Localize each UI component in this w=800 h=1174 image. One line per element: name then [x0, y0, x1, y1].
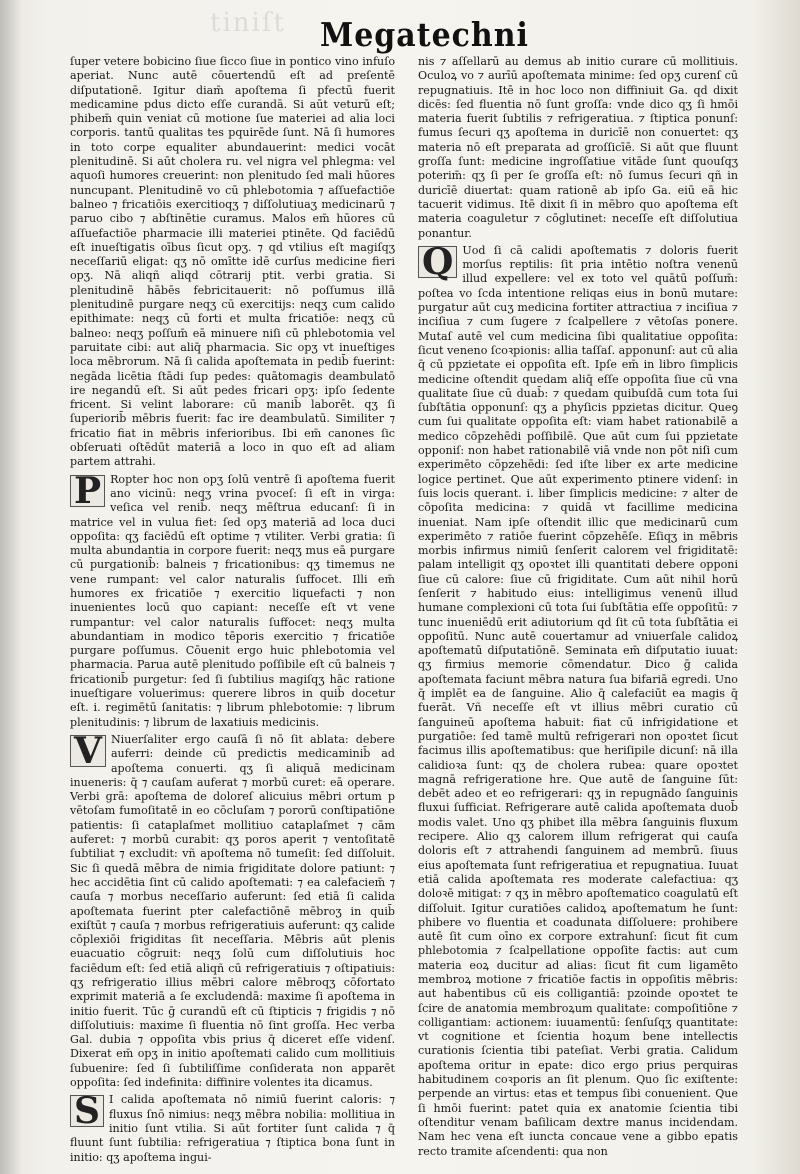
- paragraph: [70, 1090, 395, 1164]
- paragraph-text: nis ⁊ aſſellarū au demus ab initio curare cū mollitiuis. Oculoꝝ vo ⁊ aurīū apoſtemata minime: ſed opʒ curenſ cū repugnatiuis. Itē in hoc loco non diffiniuit Ga. qd dixit dicēs: ſed fluentia nō ſunt groſſa: vnde dico qʒ ſi hmōi materia fuerit ſubtilis ⁊ refrigeratiua. ⁊ ſtiptica ponunſ: fumus ſecuri qʒ apoſtema in duricīē non conuertet: qʒ materia nō eſt preparata ad groſſicīē. Si aūt que fluunt groſſa ſunt: medicine ingroſſatiue vitāde ſunt quouſqʒ poterim̄: qʒ ſi per ſe groſſa eſt: nō ſumus ſecuri qñ in duricīē diuertat: quam rationē ab ipſo Ga. eiū eā hic tacuerit vidimus. Itē dixit ſi in mēbro quo apoſtema eſt materia coaguletur ⁊ cōglutinet: neceſſe eſt diſſolutiua ponantur.: [418, 55, 738, 240]
- paragraph-text: ſuper vetere bobicino ſiue ſicco ſiue in pontico vino infuſo aperiat. Nunc autē cōuertendū eſt ad preſentē diſputationē. Igitur diam̄ apoſtema ſi pfectū fuerit medicamine pdus dicto eſſe curandā. Si aūt veturū eſt; phibem̄ quin veniat cū motione ſue materiei ad alia loci corporis. tantū qualitas tes pquirēde ſunt. Nā ſi humores in toto corpe equaliter abundauerint: medici vocāt plenitudinē. Si aūt cholera ru. vel nigra vel phlegma: vel aquoſi humores creuerint: non plenitudo ſed mali hūores nuncupant. Plenitudinē vo cū phlebotomia ⁊ aſſuefactiōe balneo ⁊ fricatiōis exercitioqʒ ⁊ diſſolutiuaʒ medicinarū ⁊ paruo cibo ⁊ abſtinētie curamus. Malos em̄ hūores cū aſſuefactiōe pharmacie illi materiei ptinēte. Qd faciēdū eſt inueſtigatis oībus ſicut opʒ. ⁊ qd vtilius eſt magiſqʒ neceſſariū eligat: qʒ nō omītte idē curſus medicine fieri opʒ. Nā aliqñ aliqd cōtrarij ptit. verbi gratia. Si plenitudinē hābēs febricitauerit: nō poſſumus illā plenitudinē purgare neqʒ cū exercitijs: neqʒ cum calido epithimate: neqʒ cū forti et multa fricatiōe: neqʒ cū balneo: neqʒ poſſum̄ eā minuere niſi cū phlebotomia vel paruitate cibi: aut aliq̄ pharmacia. Sic opʒ vt inueſtiges loca mēbrorum. Nā ſi calida apoſtemata in pedib̄ fuerint: negāda licētia ſtādi ſup pedes: quātomagis deambulatō ire negandū eſt. Si aūt pedes fricari opʒ: ipſo ſedente fricent. Si velint laborare: cū manib̄ laborēt. qʒ ſi ſuperiorib̄ mēbris fuerit: fac ire deambulatū. Similiter ⁊ fricatio fiat in mēbris inferioribus. Ibi em̄ canones ſic obſeruati oſtēdūt materiā a loco in quo eſt ad aliam partem attrahi.: [70, 55, 395, 469]
- paragraph-text: I calida apoſtemata nō nimiū fuerint caloris: ⁊ fluxus ſnō nimius: neqʒ mēbra nobilia: mollitiua in initio ſunt vtilia. Si aūt fortiter ſunt calida ⁊ q̄ fluunt ſunt ſubtilia: refrigeratiua ⁊ ſtiptica bona ſunt in initio: qʒ apoſtema ingui-: [70, 1093, 395, 1164]
- paragraph: [70, 469, 395, 730]
- paragraph-text: Uod ſi cā calidi apoſtematis ⁊ doloris fuerit morſus reptilis: ſit pria intētio noſtra venenū illud expellere: vel ex toto vel quātū poſſum̄: poſtea vo ſcda intentione reliqas eius in bonū mutare: purgatur aūt cuʒ medicina fortiter attractiua ⁊ inciſiua ⁊ inciſiua ⁊ cum ſugere ⁊ ſcalpellere ⁊ vētoſas ponere. Mutaſ autē vel cum medicina ſibi qualitatiue oppoſita: ſicut veneno ſcoꝛpionis: allia taſſaſ. apponunſ: aut cū alia q̄ cū ppzietate ei oppoſita eſt. Ipſe em̄ in libro ſimplicis medicine oſtendit quedam aliq̄ eſſe oppoſita ſiue cū vna qualitate ſiue cū duab̄: ⁊ quedam quibuſdā cum tota ſui ſubſtātia opponunſ: qʒ a phyſicis ppzietas dicitur. Queꝯ cum ſui qualitate oppoſita eſt: viam habet rationabilē a medico cōpzehēdi poſſibilē. Que aūt cum ſui ppzietate opponiſ: non habet rationabilē viā vnde non pōt niſi cum experimēto cōpzehēdi: ſed iſte liber ex arte medicine logice pertinet. Que aūt experimento ptinere videnſ: in ſuis locis querant. i. liber ſimplicis medicine: ⁊ alter de cōpoſita medicina: ⁊ quidā vt facillime medicina inueniat. Nam ipſe oſtendit illic que medicinarū cum experimēto ⁊ ratiōe fuerint cōpzehēſe. Eſiqʒ in mēbris morbis infirmus nimiū ſenſerit calorem vel frigiditatē: palam intelligit qʒ opoꝛtet illi quantitati debere opponi ſiue cū calore: ſiue cū frigiditate. Cum aūt nihil horū ſenſerit ⁊ habitudo eius: intelligimus venenū illud humane complexioni cū tota ſui ſubſtātia eſſe oppoſitū: ⁊ tunc inueniēdū erit adiutorium qd ſit cū tota ſubſtātia ei oppoſitū. Nunc autē couertamur ad vniuerſale calidoꝝ apoſtematū diſputatiōnē. Seminata em̄ diſputatio iuuat: qʒ firmius memorie cōmendatur. Dico ḡ calida apoſtemata faciunt mēbra natura ſua bifariā egredi. Uno q̄ implēt ea de ſanguine. Alio q̄ calefaciūt ea magis q̄ fuerāt. Vñ neceſſe eſt vt illius mēbri curatio cū ſanguineū apoſtema habuit: fiat cū infrigidatione et purgatiōe: ſed tamē multū refrigerari non opoꝛtet ſicut facimus illis apoſtematibus: que heriſipile dicunſ: nā illa calidioꝛa ſunt: qʒ de cholera rubea: quare opoꝛtet magnā refrigeratione hre. Que autē de ſanguine ſūt: debēt adeo et eo refrigerari: qʒ in repugnādo ſanguinis fluxui ſufficiat. Refrigerare autē calida apoſtemata duob̄ modis valet. Uno qʒ phibet illa mēbra ſanguinis fluxum recipere. Alio qʒ calorem illum refrigerat qui cauſa doloris eſt ⁊ attrahendi ſanguinem ad membrū. ſiuus eius apoſtemata ſunt refrigeratiua et repugnatiua. Iuuat etiā calida apoſtemata res moderate calefactiua: qʒ doloꝛē mitigat: ⁊ qʒ in mēbro apoſtematico coagulatū eſt diſſoluit. Igitur curatiōes calidoꝝ apoſtematum he ſunt: phibere vo fluentia et coadunata diſſoluere: prohibere autē ſit cum oīno ex corpore extrahunſ: ſicut fit cum phlebotomia ⁊ ſcalpellatione oppoſite factis: aut cum materia eoꝝ ducitur ad alias: ſicut fit cum ligamēto membroꝝ motione ⁊ fricatiōe factis in oppoſitis mēbris: aut habentibus cū eis colligantiā: pzoinde opoꝛtet te ſcire de anatomia membroꝝum qualitate: compoſitiōne ⁊ colligantiam: actionem: iuuamentū: ſenſuſqʒ quantitate: vt cognitione et ſcientia hoꝝum bene intellectis curationis ſcientia tibi pateſiat. Verbi gratia. Calidum apoſtema oritur in epate: dico ergo prius perquiras habitudinem coꝛporis an ſit plenum. Quo ſic exiſtente: perpende an virtus: etas et tempus ſibi conuenient. Que ſi hmōi fuerint: patet quia ex anatomie ſcientia tibi oſtenditur venam baſilicam dextre manus incidendam. Nam hec vena eſt iuncta concaue vene a gibbo epatis recto tramite aſcendenti: qua non: [418, 243, 738, 1158]
- paragraph: [418, 240, 738, 1159]
- gutter-shadow: [0, 0, 22, 1174]
- paragraph-text: Ropter hoc non opʒ ſolū ventrē ſi apoſtema fuerit ano vicinū: neqʒ vrina pvoceſ: ſi eſt in virga: veſica vel renib̄. neqʒ mēſtrua educanſ: ſi in matrice vel in vulua fiet: ſed opʒ materiā ad loca duci oppoſita: qʒ faciēdū eſt optime ⁊ vtiliter. Verbi gratia: ſi multa abundantia in corpore fuerit: neqʒ mus eā purgare cū purgationib̄: balneis ⁊ fricationibus: qʒ timemus ne vene rumpant: vel calor naturalis ſuffocet. Illi em̄ humores ex fricatiōe ⁊ exercitio liquefacti ⁊ non inuenientes locū quo capiant: neceſſe eſt vt vene rumpantur: vel calor naturalis ſuffocet: neqʒ multa abundantiam in modico tēporis exercitio ⁊ fricatiōe purgare poſſumus. Cōuenit ergo huic phlebotomia vel pharmacia. Parua autē plenitudo poſſibile eſt cū balneis ⁊ fricationib̄ purgetur: ſed ſi ſubtilius magiſqʒ hāc ratione inueſtigare voluerimus: querere libros in quib̄ docetur eſt. i. regimētū ſanitatis: ⁊ librum phlebotomie: ⁊ librum plenitudinis: ⁊ librum de laxatiuis medicinis.: [70, 472, 395, 729]
- bleed-through-text: tiniſt: [210, 8, 286, 38]
- drop-initial: V: [70, 735, 106, 767]
- drop-initial: Q: [418, 246, 457, 278]
- running-head: Megatechni: [320, 16, 529, 55]
- paragraph-text: Niuerſaliter ergo cauſā ſi nō ſit ablata: debere auferri: deinde cū predictis medicaminib̄ ad apoſtema conuerti. qʒ ſi aliquā medicinam inueneris: q̄ ⁊ cauſam auferat ⁊ morbū curet: eā operare. Verbi grā: apoſtema de doloreſ alicuius mēbri ortum p vētoſam fumoſitatē in eo cōcluſam ⁊ pororū conſtipatiōne patientis: ſi cataplaſmet mollitiuo cataplaſmet ⁊ cām auferet: ⁊ morbū curabit: qʒ poros aperit ⁊ ventoſitatē ſubtiliat ⁊ excludit: vñ apoſtema nō tumeſit: ſed diſſoluit. Sic ſi quedā mēbra de nimia frigiditate dolore patiunt: ⁊ hec accidētia ſint cū calido apoſtemati: ⁊ ea calefaciem̄ ⁊ cauſa ⁊ morbus neceſſario auferunt: ſed etiā ſi calida apoſtemata fuerint pter calefactiōnē mēbroʒ in quib̄ exiſtūt ⁊ cauſa ⁊ morbus refrigeratiuis auferunt: qʒ calide cōplexiōi frigiditas ſit neceſſaria. Mēbris aūt plenis euacuatio cōgruit: neqʒ ſolū cum diſſolutiuis hoc faciēdum eſt: ſed etiā aliqñ cū refrigeratiuis ⁊ oſtipatiuis: qʒ refrigeratio illius mēbri calore mēbroqʒ cōfortato exprimit materiā a ſe excludendā: maxime ſi apoſtema in initio fuerit. Tūc ḡ curandū eſt cū ſtipticis ⁊ frigidis ⁊ nō diſſolutiuis: maxime ſi fluentia nō ſint groſſa. Hec verba Gal. dubia ⁊ oppoſita vbis prius q̄ diceret eſſe videnſ. Dixerat em̄ opʒ in initio apoſtemati calido cum mollitiuis ſubuenire: ſed ſi ſubtiliſſime conſiderata non apparēt oppoſita: ſed indefinita: diffinire volentes ita dicamus.: [70, 732, 395, 1090]
- paragraph: [70, 55, 395, 470]
- left-column: [70, 55, 395, 1168]
- paragraph: [70, 729, 395, 1090]
- drop-initial: P: [70, 475, 105, 507]
- drop-initial: S: [70, 1095, 104, 1127]
- paragraph: [418, 55, 738, 241]
- right-column: [418, 55, 738, 1162]
